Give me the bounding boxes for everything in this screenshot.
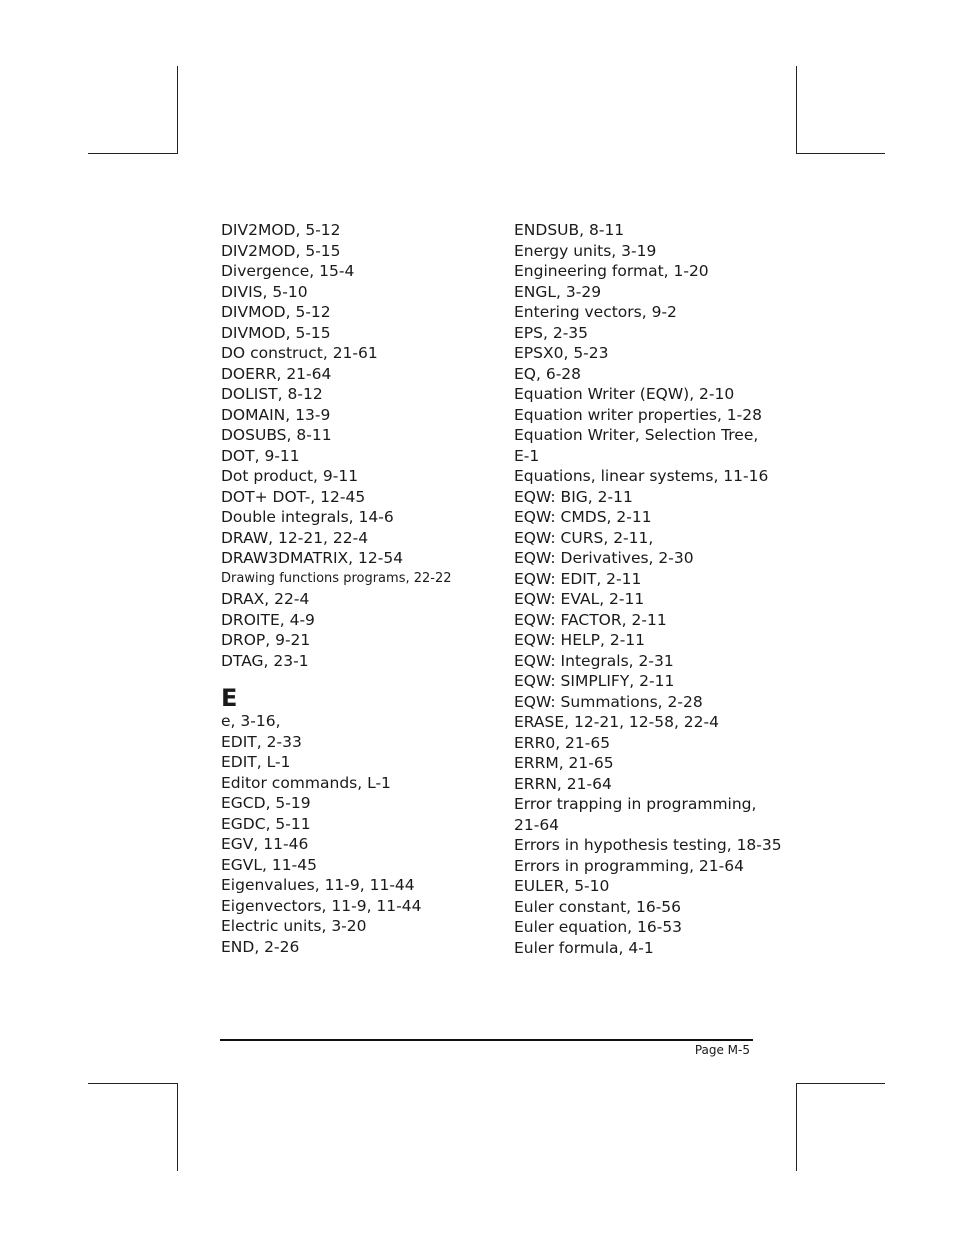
index-entry: Electric units, 3-20	[221, 917, 367, 935]
index-entry: DIV2MOD, 5-12	[221, 221, 341, 239]
crop-mark-bottom-right-horizontal	[796, 1083, 885, 1084]
index-entry: DTAG, 23-1	[221, 651, 309, 670]
crop-mark-bottom-right-vertical	[796, 1083, 797, 1171]
index-entry: EPSX0, 5-23	[514, 344, 609, 362]
index-entry: Errors in hypothesis testing, 18-35	[514, 836, 782, 854]
index-entry: DOMAIN, 13-9	[221, 405, 331, 424]
index-entry: Error trapping in programming, 21-64	[514, 795, 757, 834]
index-entry: DRAW, 12-21, 22-4	[221, 528, 369, 547]
index-entry: Entering vectors, 9-2	[514, 303, 677, 321]
index-entry: DOLIST, 8-12	[221, 385, 323, 403]
index-entry: e, 3-16,	[221, 712, 281, 730]
crop-mark-top-right-horizontal	[796, 153, 885, 154]
index-entry: EQ, 6-28	[514, 364, 582, 383]
index-entry: EQW: EVAL, 2-11	[514, 590, 645, 608]
crop-mark-bottom-left-vertical	[177, 1083, 178, 1171]
index-entry: Energy units, 3-19	[514, 241, 657, 260]
index-entry: Equation Writer (EQW), 2-10	[514, 385, 735, 403]
index-entry-list-bottom	[221, 711, 481, 957]
index-entry: EQW: Summations, 2-28	[514, 692, 703, 711]
index-entry: EQW: SIMPLIFY, 2-11	[514, 672, 675, 690]
index-entry: Errors in programming, 21-64	[514, 856, 744, 875]
index-left-column	[221, 220, 481, 957]
index-entry: DRAX, 22-4	[221, 590, 310, 608]
index-entry: Equations, linear systems, 11-16	[514, 467, 769, 485]
index-entry: DIVIS, 5-10	[221, 282, 308, 301]
index-entry: Editor commands, L-1	[221, 773, 391, 792]
index-entry: DOT, 9-11	[221, 446, 300, 465]
index-entry: DIVMOD, 5-12	[221, 303, 331, 321]
index-entry: EQW: Derivatives, 2-30	[514, 549, 694, 567]
crop-mark-top-left-horizontal	[88, 153, 177, 154]
index-entry: EDIT, L-1	[221, 753, 291, 771]
index-entry: Euler formula, 4-1	[514, 938, 654, 957]
index-entry: ERRN, 21-64	[514, 774, 612, 793]
index-entry: EGDC, 5-11	[221, 814, 311, 833]
index-entry: ENDSUB, 8-11	[514, 221, 625, 239]
index-entry: Divergence, 15-4	[221, 262, 355, 280]
index-entry: DO construct, 21-61	[221, 344, 378, 362]
index-entry: EQW: EDIT, 2-11	[514, 569, 642, 588]
index-entry: EQW: FACTOR, 2-11	[514, 610, 667, 629]
index-entry-list-top	[221, 220, 481, 671]
index-entry: ERRM, 21-65	[514, 754, 614, 772]
index-entry: Dot product, 9-11	[221, 467, 359, 485]
index-entry: EQW: HELP, 2-11	[514, 631, 646, 649]
index-entry: Euler equation, 16-53	[514, 918, 683, 936]
index-entry: EQW: Integrals, 2-31	[514, 651, 674, 670]
index-entry: Drawing functions programs, 22-22	[221, 570, 452, 586]
index-entry: Double integrals, 14-6	[221, 508, 394, 526]
crop-mark-top-left-vertical	[177, 66, 178, 154]
index-entry: DROITE, 4-9	[221, 610, 315, 629]
index-entry: EGCD, 5-19	[221, 794, 311, 812]
index-entry: Euler constant, 16-56	[514, 897, 682, 916]
index-entry: EULER, 5-10	[514, 877, 610, 895]
index-entry: EQW: CMDS, 2-11	[514, 508, 652, 526]
crop-mark-bottom-left-horizontal	[88, 1083, 177, 1084]
index-entry: DRAW3DMATRIX, 12-54	[221, 549, 404, 567]
index-entry: Eigenvalues, 11-9, 11-44	[221, 876, 415, 894]
crop-mark-top-right-vertical	[796, 66, 797, 154]
footer-rule	[220, 1039, 753, 1041]
index-entry: DOERR, 21-64	[221, 364, 332, 383]
index-entry: Engineering format, 1-20	[514, 262, 709, 280]
index-entry: DIV2MOD, 5-15	[221, 241, 341, 260]
page-number: Page M-5	[694, 1043, 750, 1057]
index-entry: EQW: CURS, 2-11,	[514, 528, 654, 547]
index-entry: Equation Writer, Selection Tree, E-1	[514, 426, 759, 465]
index-entry: ERASE, 12-21, 12-58, 22-4	[514, 713, 719, 731]
index-entry: EQW: BIG, 2-11	[514, 487, 633, 506]
index-entry: EPS, 2-35	[514, 323, 589, 342]
index-entry: DOT+ DOT-, 12-45	[221, 487, 366, 506]
index-entry: DIVMOD, 5-15	[221, 323, 331, 342]
index-entry: EGVL, 11-45	[221, 855, 317, 874]
index-entry: END, 2-26	[221, 937, 300, 956]
index-entry: EGV, 11-46	[221, 835, 309, 853]
index-entry: ENGL, 3-29	[514, 282, 602, 301]
index-right-column	[514, 220, 782, 958]
index-entry: DROP, 9-21	[221, 631, 311, 649]
index-entry: Eigenvectors, 11-9, 11-44	[221, 896, 422, 915]
index-entry: DOSUBS, 8-11	[221, 426, 332, 444]
index-entry: EDIT, 2-33	[221, 732, 302, 751]
section-heading-letter: E	[221, 684, 238, 712]
index-entry: ERR0, 21-65	[514, 733, 611, 752]
index-entry: Equation writer properties, 1-28	[514, 405, 762, 424]
